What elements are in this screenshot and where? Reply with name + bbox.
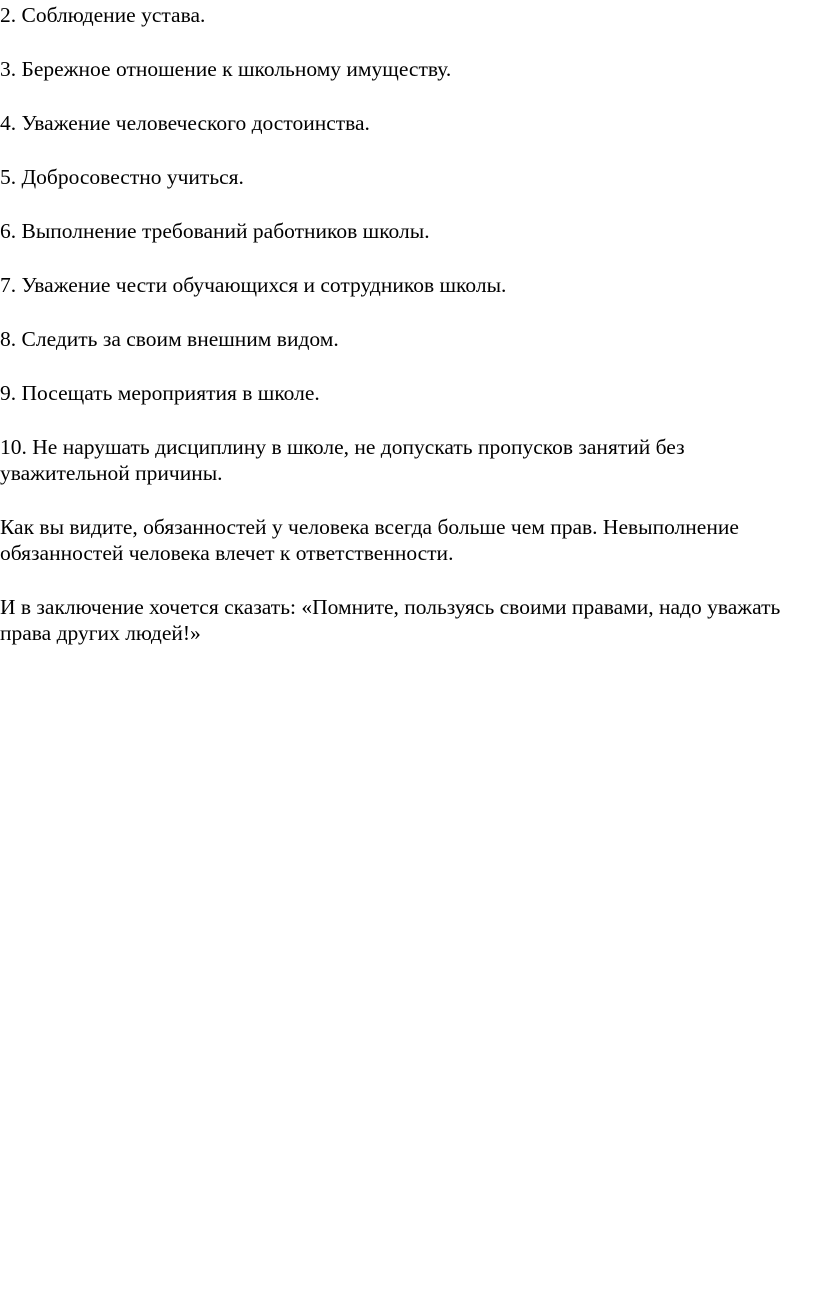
conclusion-paragraph: И в заключение хочется сказать: «Помните, пользуясь своими правами, надо уважать права других людей!» [0, 595, 781, 645]
list-item: 3. Бережное отношение к школьному имуществу. [0, 57, 452, 81]
list-item: 4. Уважение человеческого достоинства. [0, 111, 370, 135]
list-item: 9. Посещать мероприятия в школе. [0, 381, 320, 405]
list-item: 6. Выполнение требований работников школы. [0, 219, 430, 243]
duties-list [0, 2, 812, 486]
list-item: 5. Добросовестно учиться. [0, 165, 244, 189]
list-item: 8. Следить за своим внешним видом. [0, 327, 339, 351]
list-item: 10. Не нарушать дисциплину в школе, не допускать пропусков занятий без уважительной причины. [0, 435, 685, 485]
list-item: 7. Уважение чести обучающихся и сотрудников школы. [0, 273, 507, 297]
summary-paragraph: Как вы видите, обязанностей у человека всегда больше чем прав. Невыполнение обязанностей человека влечет к ответственности. [0, 515, 739, 565]
list-item: 2. Соблюдение устава. [0, 3, 206, 27]
